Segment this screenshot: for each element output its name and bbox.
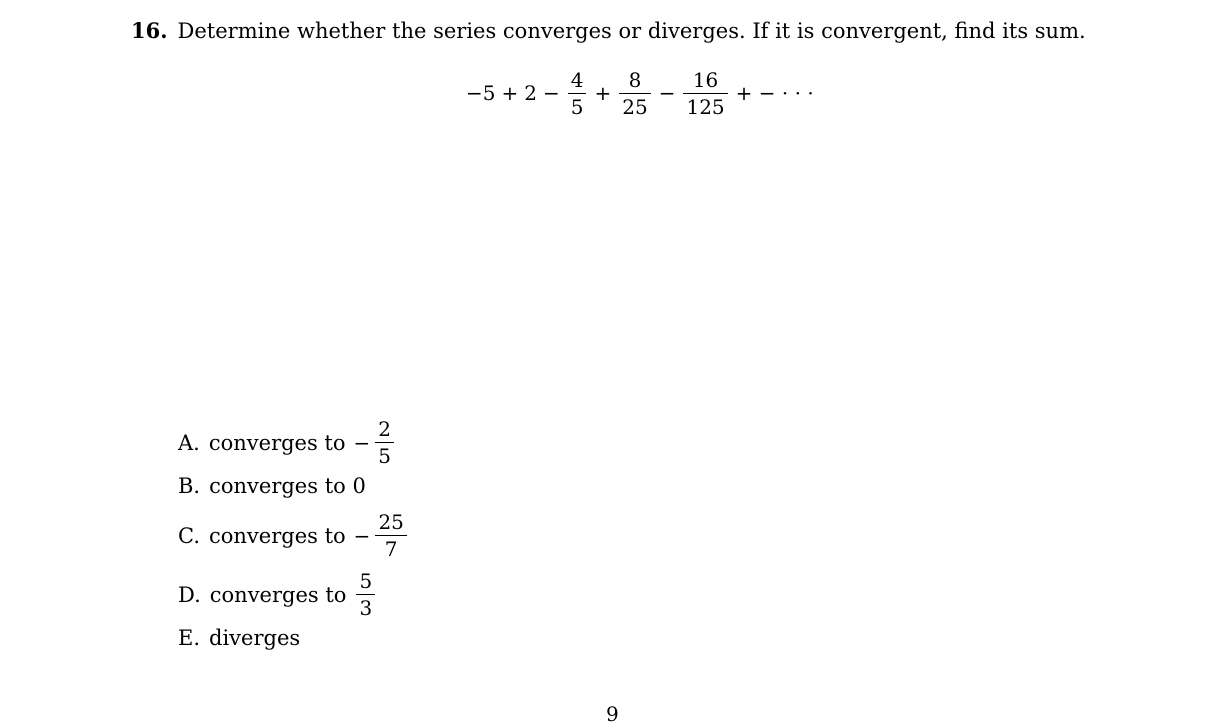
series-term-1: −5 <box>466 81 496 105</box>
series-term-2: 2 <box>524 81 537 105</box>
fraction-numerator: 4 <box>570 67 584 92</box>
question-prompt <box>131 16 1086 46</box>
fraction-denominator: 125 <box>686 94 725 119</box>
choice-a[interactable] <box>178 416 396 469</box>
choice-letter: D. <box>178 582 201 607</box>
fraction-denominator: 5 <box>570 94 584 119</box>
fraction-numerator: 8 <box>628 67 642 92</box>
series-tail: + − · · · <box>735 81 814 105</box>
series-operator: + <box>501 81 519 105</box>
choice-fraction <box>375 509 406 562</box>
fraction-denominator: 25 <box>622 94 648 119</box>
choice-sign: − <box>353 523 371 548</box>
choice-text: converges to <box>209 523 346 548</box>
fraction-numerator: 2 <box>378 417 392 441</box>
series-expression <box>466 60 820 126</box>
fraction-denominator: 3 <box>359 596 373 620</box>
choice-text: diverges <box>209 626 301 650</box>
series-operator: − <box>658 81 676 105</box>
choice-letter: B. <box>178 474 201 498</box>
choice-b[interactable] <box>178 474 374 498</box>
choice-letter: A. <box>178 430 200 455</box>
series-operator: − <box>542 81 560 105</box>
choice-sign: − <box>353 430 371 455</box>
fraction-numerator: 16 <box>692 67 719 92</box>
fraction-numerator: 5 <box>359 569 373 593</box>
fraction-denominator: 5 <box>378 444 392 468</box>
fraction-denominator: 7 <box>384 537 398 561</box>
series-fraction-1 <box>568 67 587 120</box>
choice-text: converges to <box>209 582 347 607</box>
choice-fraction <box>356 568 375 621</box>
choice-letter: C. <box>178 523 200 548</box>
question-text: Determine whether the series converges or diverges. If it is convergent, find its sum. <box>177 19 1086 43</box>
choice-text: converges to 0 <box>209 474 366 498</box>
fraction-numerator: 25 <box>378 510 404 534</box>
series-fraction-3 <box>683 67 727 120</box>
series-fraction-2 <box>619 67 650 120</box>
choice-letter: E. <box>178 626 201 650</box>
page-number: 9 <box>606 702 619 726</box>
choice-fraction <box>375 416 394 469</box>
choice-text: converges to <box>208 430 346 455</box>
choice-e[interactable] <box>178 626 308 650</box>
series-operator: + <box>594 81 612 105</box>
question-number: 16. <box>131 18 168 43</box>
choice-d[interactable] <box>178 568 377 621</box>
choice-c[interactable] <box>178 509 409 562</box>
